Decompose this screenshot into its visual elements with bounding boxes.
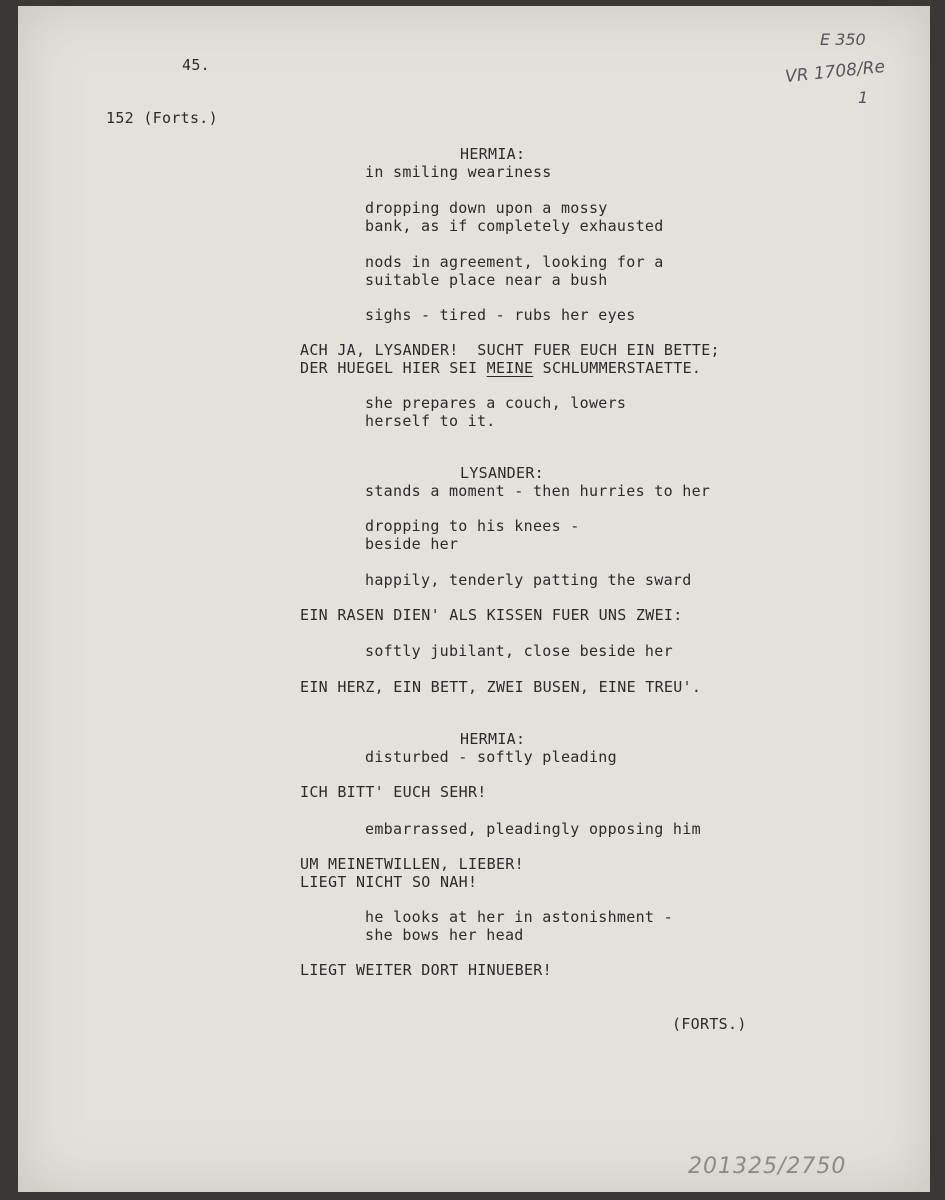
continued-marker: (FORTS.) (672, 1015, 747, 1033)
dialogue-line: UM MEINETWILLEN, LIEBER! (300, 855, 524, 873)
handwritten-code: E 350 (820, 30, 866, 49)
handwritten-bottom-number: 201325/2750 (688, 1154, 847, 1179)
stage-direction: happily, tenderly patting the sward (365, 571, 692, 589)
typescript-page (18, 6, 930, 1192)
dialogue-line: ICH BITT' EUCH SEHR! (300, 783, 487, 801)
dialogue-line: LIEGT NICHT SO NAH! (300, 873, 478, 891)
stage-direction: beside her (365, 535, 459, 553)
underlined-word: MEINE (486, 359, 534, 377)
stage-direction: she prepares a couch, lowers (365, 394, 627, 412)
stage-direction: he looks at her in astonishment - (365, 908, 673, 926)
stage-direction: dropping down upon a mossy (365, 199, 608, 217)
stage-direction: in smiling weariness (365, 163, 552, 181)
page-number: 45. (182, 56, 210, 74)
stage-direction: disturbed - softly pleading (365, 748, 617, 766)
dialogue-line: DER HUEGEL HIER SEI MEINE SCHLUMMERSTAETTE. (300, 359, 702, 377)
stage-direction: stands a moment - then hurries to her (365, 482, 711, 500)
stage-direction: embarrassed, pleadingly opposing him (365, 820, 701, 838)
stage-direction: herself to it. (365, 412, 496, 430)
handwritten-archive-ref: VR 1708/Re (784, 56, 886, 88)
stage-direction: she bows her head (365, 926, 524, 944)
speaker-name: HERMIA: (460, 730, 526, 748)
scene-number: 152 (Forts.) (106, 109, 218, 127)
stage-direction: nods in agreement, looking for a (365, 253, 664, 271)
stage-direction: sighs - tired - rubs her eyes (365, 306, 636, 324)
stage-direction: dropping to his knees - (365, 517, 580, 535)
dialogue-line: EIN HERZ, EIN BETT, ZWEI BUSEN, EINE TREU'. (300, 678, 702, 696)
dialogue-line: LIEGT WEITER DORT HINUEBER! (300, 961, 552, 979)
dialogue-line: EIN RASEN DIEN' ALS KISSEN FUER UNS ZWEI: (300, 606, 683, 624)
stage-direction: suitable place near a bush (365, 271, 608, 289)
speaker-name: HERMIA: (460, 145, 526, 163)
stage-direction: softly jubilant, close beside her (365, 642, 673, 660)
dialogue-line: ACH JA, LYSANDER! SUCHT FUER EUCH EIN BETTE; (300, 341, 720, 359)
handwritten-archive-ref-sub: 1 (858, 88, 869, 107)
speaker-name: LYSANDER: (460, 464, 544, 482)
stage-direction: bank, as if completely exhausted (365, 217, 664, 235)
